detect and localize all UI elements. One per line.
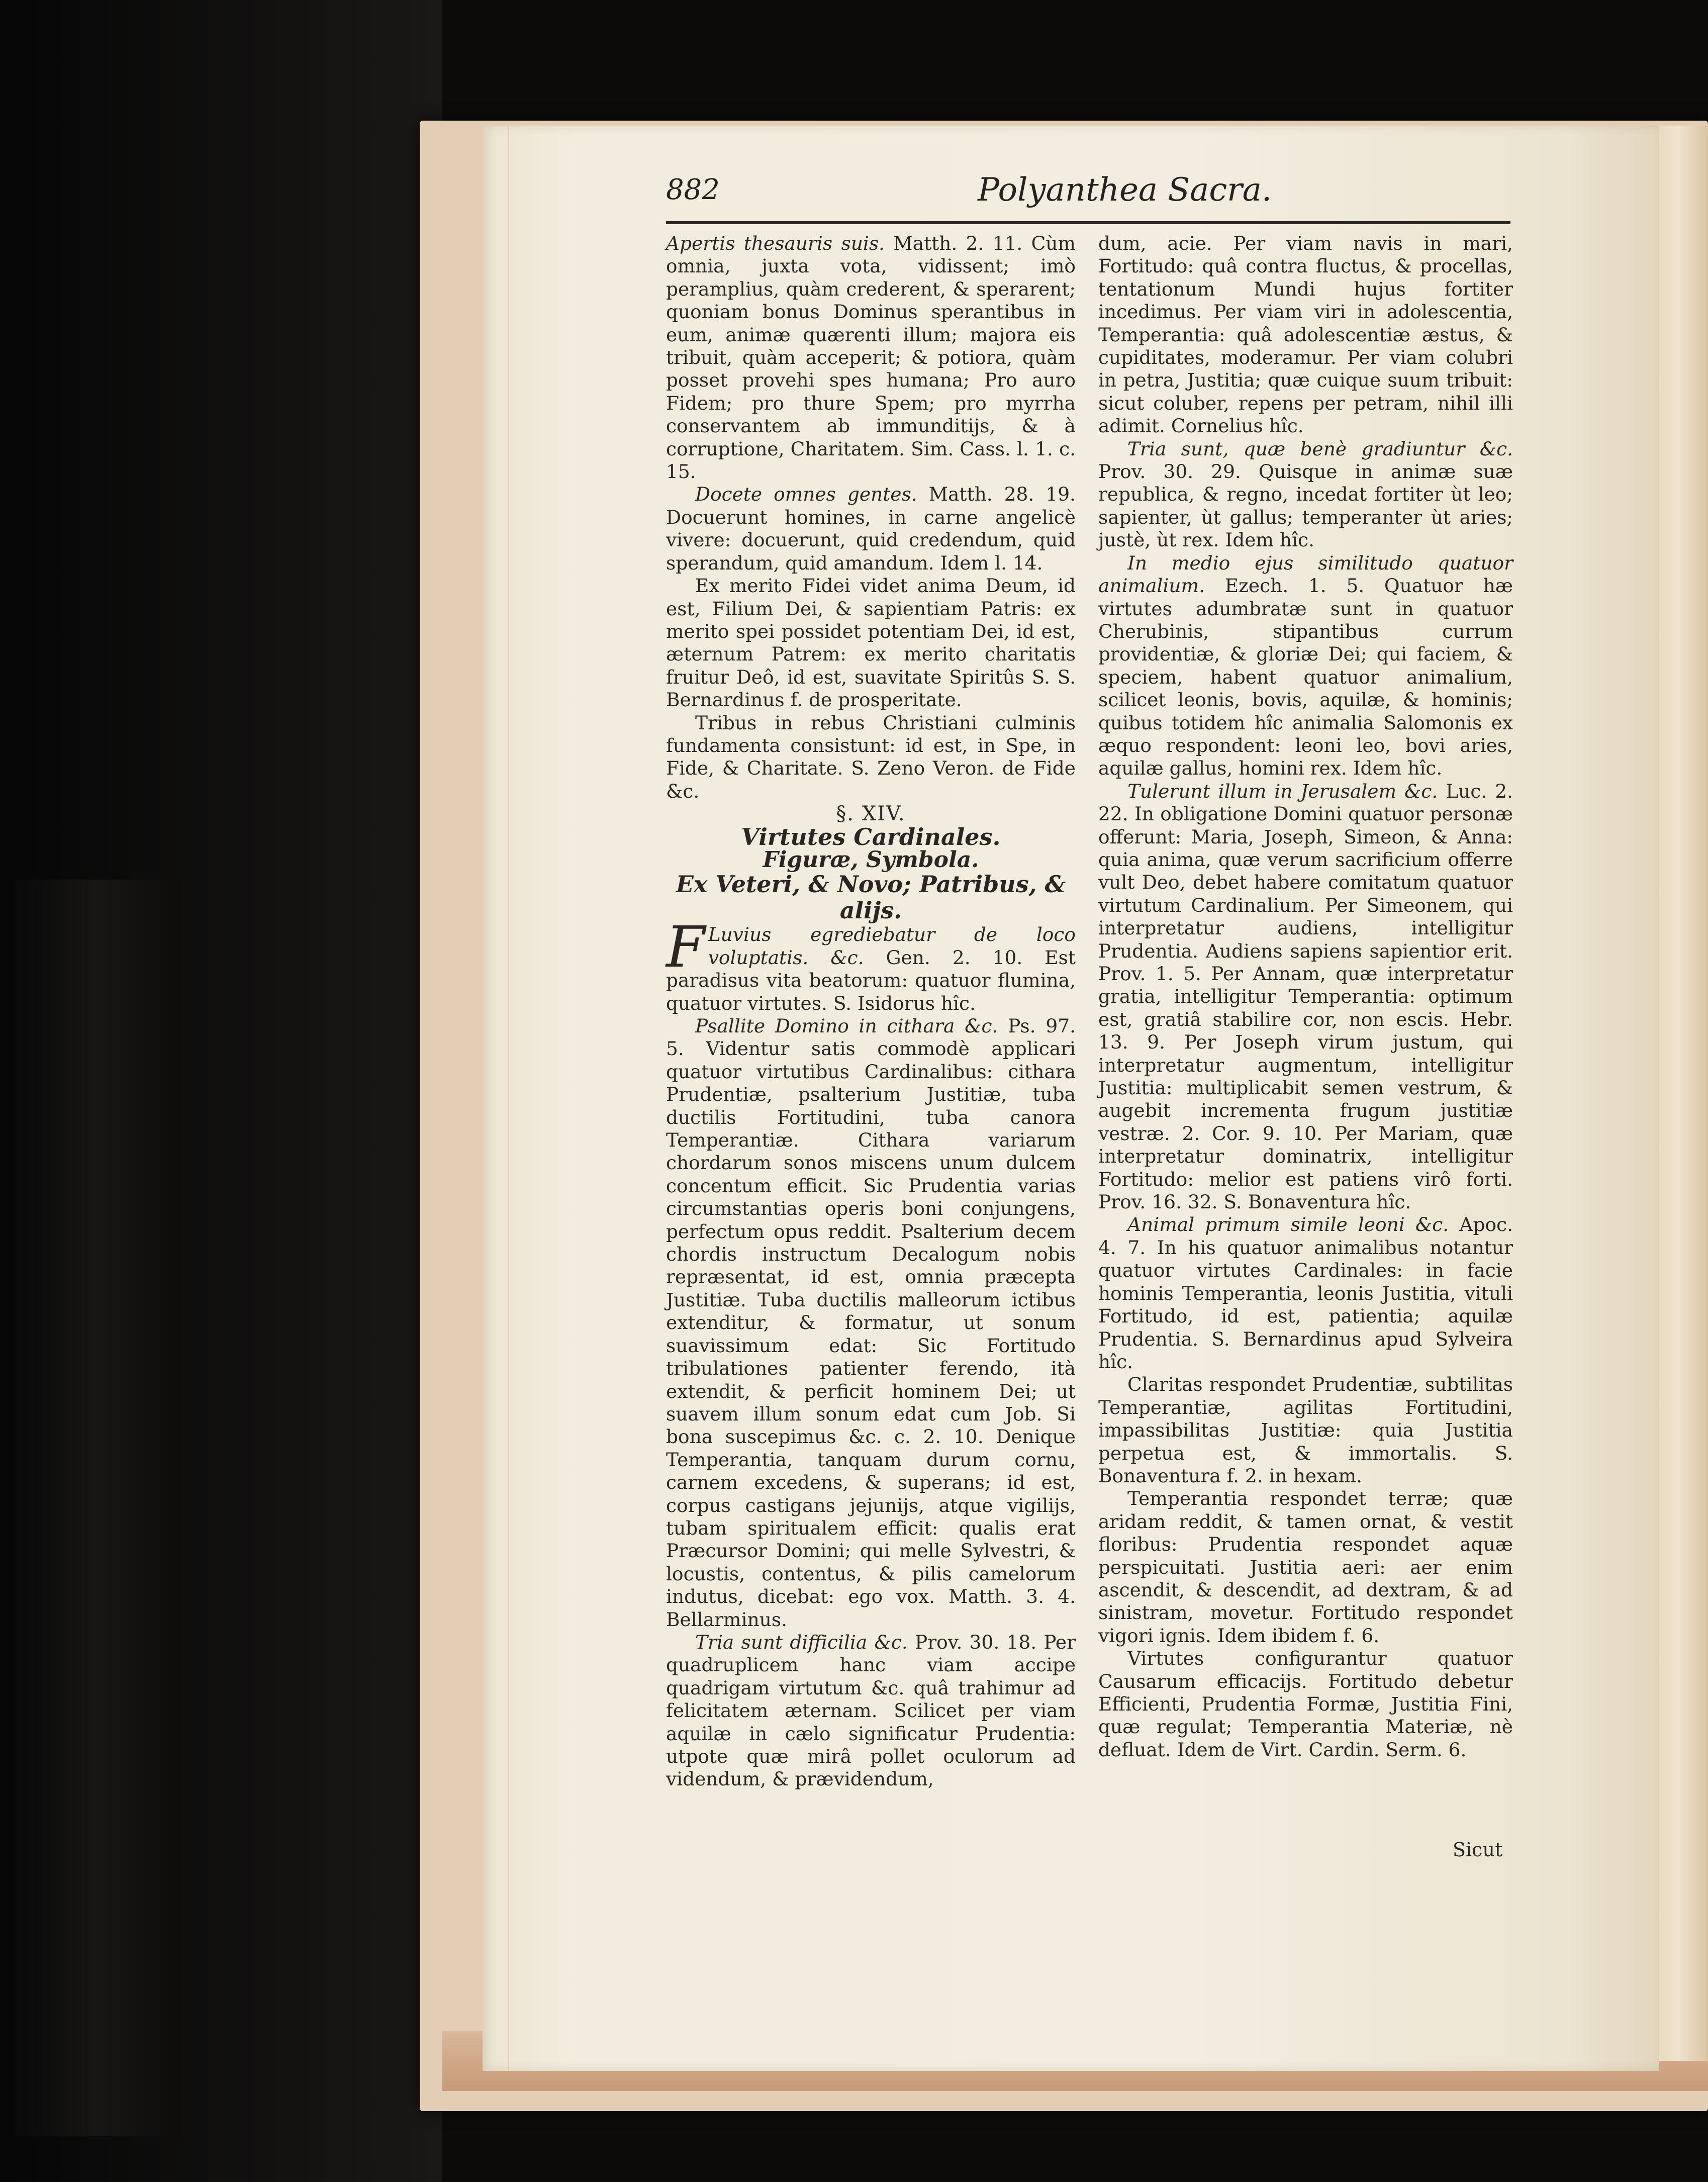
text-paragraph — [666, 1631, 1076, 1791]
paragraph-text: Virtutes configurantur quatuor Causarum efficacijs. Fortitudo debetur Efficienti, Prudentia Formæ, Justitia Fini, quæ regulat; Temperantia Materiæ, nè defluat. Idem de Virt. Cardin. Serm. 6. — [1098, 1647, 1513, 1761]
text-paragraph — [1098, 552, 1513, 780]
scripture-lemma: Tulerunt illum in Jerusalem &c. — [1127, 780, 1438, 802]
scripture-lemma: Animal primum simile leoni &c. — [1127, 1213, 1449, 1236]
text-paragraph — [1098, 1373, 1513, 1487]
paragraph-text: Luc. 2. 22. In obligatione Domini quatuor personæ offerunt: Maria, Joseph, Simeon, & Anna: quia anima, quæ verum sacrificium offerre vult Deo, debet habere comitatum quatuor virtutum Cardinalium. Per Simeonem, qui interpretatur audiens, intelligitur Prudentia. Audiens sapiens sapientior erit. Prov. 1. 5. Per Annam, quæ interpretatur gratia, intelligitur Temperantia: optimum est, gratiâ stabilire cor, non escis. Hebr. 13. 9. Per Joseph virum justum, qui interpretatur augmentum, intelligitur Justitia: multiplicabit semen vestrum, & augebit incrementa frugum justitiæ vestræ. 2. Cor. 9. 10. Per Mariam, quæ interpretatur dominatrix, intelligitur Fortitudo: melior est patiens virô forti. Prov. 16. 32. S. Bonaventura hîc. — [1098, 780, 1513, 1213]
section-heading: Ex Veteri, & Novo; Patribus, & alijs. — [676, 871, 1066, 924]
paragraph-text: Prov. 30. 18. Per quadruplicem hanc viam accipe quadrigam virtutum &c. quâ trahimur ad felicitatem æternam. Scilicet per viam aquilæ in cælo significatur Prudentia: utpote quæ mirâ pollet oculorum ad videndum, & prævidendum, — [666, 1631, 1076, 1790]
header-rule — [666, 221, 1510, 224]
paragraph-text: Prov. 30. 29. Quisque in animæ suæ republica, & regno, incedat fortiter ùt leo; sapienter, ùt gallus; temperanter ùt aries; justè, ùt rex. Idem hîc. — [1098, 460, 1513, 551]
text-paragraph — [666, 712, 1076, 803]
text-paragraph — [1098, 1647, 1513, 1761]
paragraph-text: Ezech. 1. 5. Quatuor hæ virtutes adumbratæ sunt in quatuor Cherubinis, stipantibus currum providentiæ, & gloriæ Dei; qui faciem, & speciem, habent quatuor animalium, scilicet leonis, bovis, aquilæ, & hominis; quibus totidem hîc animalia Salomonis ex æquo respondent: leoni leo, bovi aries, aquilæ gallus, homini rex. Idem hîc. — [1098, 575, 1513, 780]
scripture-lemma: Docete omnes gentes. — [695, 483, 917, 506]
right-text-column — [1098, 232, 1513, 1761]
paragraph-text: Gen. 2. 10. Est paradisus vita beatorum: quatuor flumina, quatuor virtutes. S. Isidorus hîc. — [666, 946, 1076, 1014]
running-title: Polyanthea Sacra. — [978, 171, 1272, 209]
text-paragraph — [1098, 438, 1513, 552]
drop-cap: F — [666, 915, 705, 981]
scripture-lemma: Tria sunt, quæ benè gradiuntur &c. — [1127, 437, 1513, 460]
text-paragraph — [1098, 1487, 1513, 1647]
paragraph-text: Claritas respondet Prudentiæ, subtilitas Temperantiæ, agilitas Fortitudini, impassibilitas Justitiæ: quia Justitia perpetua est, & immortalis. S. Bonaventura f. 2. in hexam. — [1098, 1373, 1513, 1487]
section-heading: Virtutes Cardinales. — [741, 823, 1001, 850]
page-header — [666, 173, 1515, 224]
paragraph-text: Ex merito Fidei videt anima Deum, id est, Filium Dei, & sapientiam Patris: ex merito spei possidet potentiam Dei, id est, æternum Patrem: ex merito charitatis fruitur Deô, id est, suavitate Spiritûs S. S. Bernardinus f. de prosperitate. — [666, 575, 1076, 711]
paragraph-text: Matth. 28. 19. Docuerunt homines, in carne angelicè vivere: docuerunt, quid credendum, quid sperandum, quid amandum. Idem l. 14. — [666, 483, 1076, 574]
paragraph-text: Apoc. 4. 7. In his quatuor animalibus notantur quatuor virtutes Cardinales: in facie hominis Temperantia, leonis Justitia, vituli Fortitudo, id est, patientia; aquilæ Prudentia. S. Bernardinus apud Sylveira hîc. — [1098, 1213, 1513, 1373]
scripture-lemma: Apertis thesauris suis. — [666, 232, 885, 254]
scripture-lemma: Psallite Domino in cithara &c. — [695, 1015, 998, 1037]
paragraph-text: dum, acie. Per viam navis in mari, Fortitudo: quâ contra fluctus, & procellas, tentationum Mundi hujus fortiter incedimus. Per viam viri in adolescentia, Temperantia: quâ adolescentiæ æstus, & cupiditates, moderamur. Per viam colubri in petra, Justitia; quæ cuique suum tribuit: sicut coluber, repens per petram, nihil illi adimit. Cornelius hîc. — [1098, 232, 1513, 437]
facing-page-edge — [1659, 126, 1708, 2061]
section-number: §. XIV. — [836, 802, 906, 826]
text-paragraph — [666, 1015, 1076, 1631]
catchword: Sicut — [1453, 1839, 1503, 1861]
page-number: 882 — [666, 173, 720, 206]
paragraph-text: Matth. 2. 11. Cùm omnia, juxta vota, vidissent; imò peramplius, quàm crederent, & sperarent; quoniam bonus Dominus sperantibus in eum, animæ quærenti illum; majora eis tribuit, quàm acceperit; & potiora, quàm posset provehi spes humana; Pro auro Fidem; pro thure Spem; pro myrrha conservantem ab immunditijs, & à corruptione, Charitatem. Sim. Cass. l. 1. c. 15. — [666, 232, 1076, 483]
text-paragraph — [666, 575, 1076, 711]
text-paragraph — [1098, 780, 1513, 1214]
paragraph-text: Tribus in rebus Christiani culminis fundamenta consistunt: id est, in Spe, in Fide, & Charitate. S. Zeno Veron. de Fide &c. — [666, 711, 1076, 802]
dark-background-strip — [15, 880, 181, 2136]
left-text-column — [666, 232, 1076, 1791]
scripture-lemma: In medio ejus similitudo quatuor animalium. — [1098, 551, 1513, 597]
paragraph-text: Ps. 97. 5. Videntur satis commodè applicari quatuor virtutibus Cardinalibus: cithara Prudentiæ, psalterium Justitiæ, tuba ductilis Fortitudini, tuba canora Temperantiæ. Cithara variarum chordarum sonos miscens unum dulcem concentum efficit. Sic Prudentia varias circumstantias operis boni conjungens, perfectum opus reddit. Psalterium decem chordis instructum Decalogum nobis repræsentat, id est, omnia præcepta Justitiæ. Tuba ductilis malleorum ictibus extenditur, & formatur, ut sonum suavissimum edat: Sic Fortitudo tribulationes patienter ferendo, ità extendit, & perficit hominem Dei; ut suavem illum sonum edat cum Job. Si bona suscepimus &c. c. 2. 10. Denique Temperantia, tanquam durum cornu, carnem excedens, & superans; id est, corpus castigans jejunijs, atque vigilijs, tubam spiritualem efficit: qualis erat Præcursor Domini; qui melle Sylvestri, & locustis, contentus, & pilis camelorum indutus, dicebat: ego vox. Matth. 3. 4. Bellarminus. — [666, 1015, 1076, 1631]
scripture-lemma: Tria sunt difficilia &c. — [695, 1631, 908, 1653]
text-paragraph — [1098, 1213, 1513, 1373]
paragraph-text: Temperantia respondet terræ; quæ aridam reddit, & tamen ornat, & vestit floribus: Prudentia respondet aquæ perspicuitati. Justitia aeri: aer enim ascendit, & descendit, ad dextram, & ad sinistram, movetur. Fortitudo respondet vigori ignis. Idem ibidem f. 6. — [1098, 1487, 1513, 1647]
text-paragraph — [666, 483, 1076, 575]
section-heading: Figuræ, Symbola. — [763, 846, 979, 873]
scripture-lemma: Luvius egrediebatur de loco voluptatis. &c. — [708, 923, 1076, 969]
text-paragraph — [666, 232, 1076, 483]
text-paragraph — [1098, 232, 1513, 438]
page-margin-line — [508, 126, 509, 2071]
text-paragraph — [666, 915, 1076, 1015]
